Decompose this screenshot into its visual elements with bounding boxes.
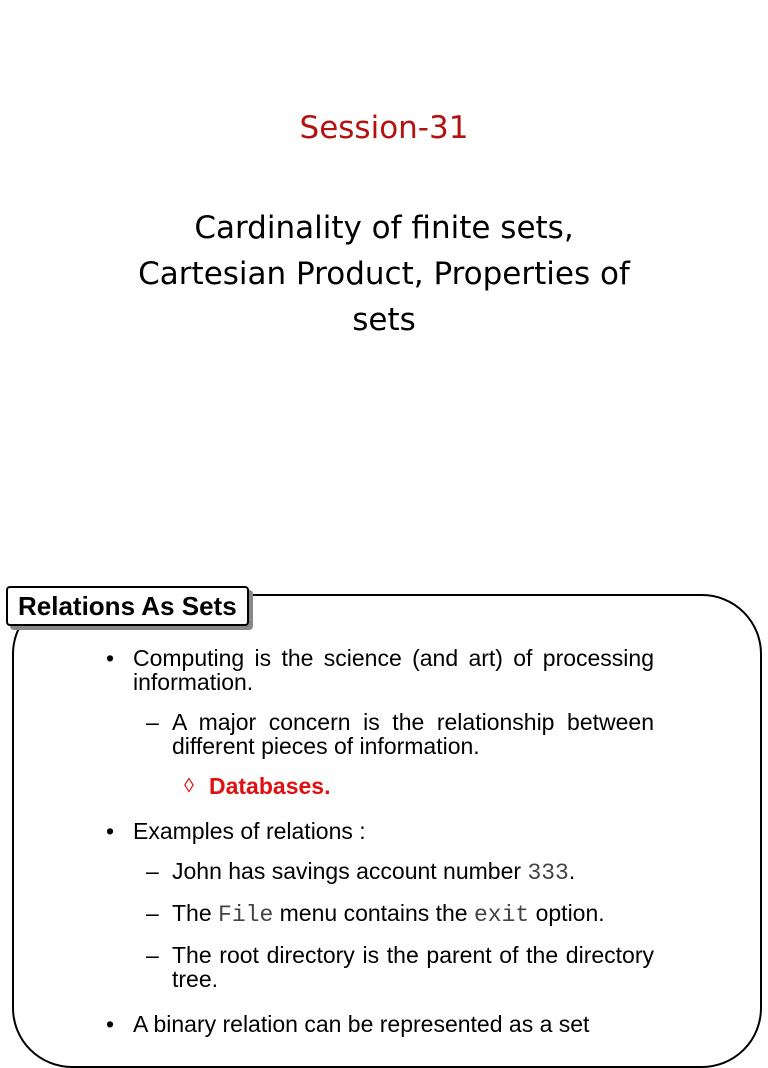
dash-icon: – (146, 709, 159, 735)
subtitle-line-1: Cardinality of finite sets, (194, 210, 574, 246)
sub-bullet-item (106, 710, 654, 758)
sub-bullet-item (106, 943, 654, 991)
content-slide (0, 560, 768, 1037)
subtitle-line-2: Cartesian Product, Properties of sets (138, 256, 630, 338)
diamond-icon: ◊ (184, 775, 194, 797)
slide-subtitle (110, 205, 658, 343)
sub-bullet-text: A major concern is the relationship between different pieces of information. (172, 709, 654, 759)
sub-sub-bullet-text: Databases. (209, 773, 331, 799)
example-text: The (172, 900, 219, 926)
dash-icon: – (146, 900, 159, 926)
example-code: File (218, 902, 274, 928)
session-title: Session-31 (299, 110, 469, 146)
example-text: The root directory is the parent of the directory tree. (172, 942, 654, 992)
example-code: exit (473, 902, 530, 928)
slide-title: Relations As Sets (18, 591, 237, 621)
example-text: John has savings account number (172, 858, 528, 884)
example-text: menu contains the (273, 900, 474, 926)
dash-icon: – (146, 942, 159, 968)
bullet-text: Examples of relations : (133, 818, 366, 844)
sub-bullet-item (106, 901, 654, 927)
sub-sub-bullet-item (106, 774, 654, 798)
bullet-icon: • (106, 645, 115, 671)
example-text-end: option. (529, 900, 605, 926)
example-text-end: . (568, 858, 576, 884)
sub-bullet-item (106, 859, 654, 885)
example-code: 333 (527, 860, 569, 886)
slide-title-box (6, 586, 249, 626)
dash-icon: – (146, 858, 159, 884)
bullet-item (106, 646, 654, 694)
bullet-item (106, 1012, 654, 1036)
bullet-icon: • (106, 1011, 115, 1037)
slide-content (106, 646, 654, 1036)
bullet-text: A binary relation can be represented as a set (133, 1011, 590, 1037)
bullet-item (106, 819, 654, 843)
bullet-icon: • (106, 818, 115, 844)
bullet-text: Computing is the science (and art) of processing information. (133, 645, 654, 695)
